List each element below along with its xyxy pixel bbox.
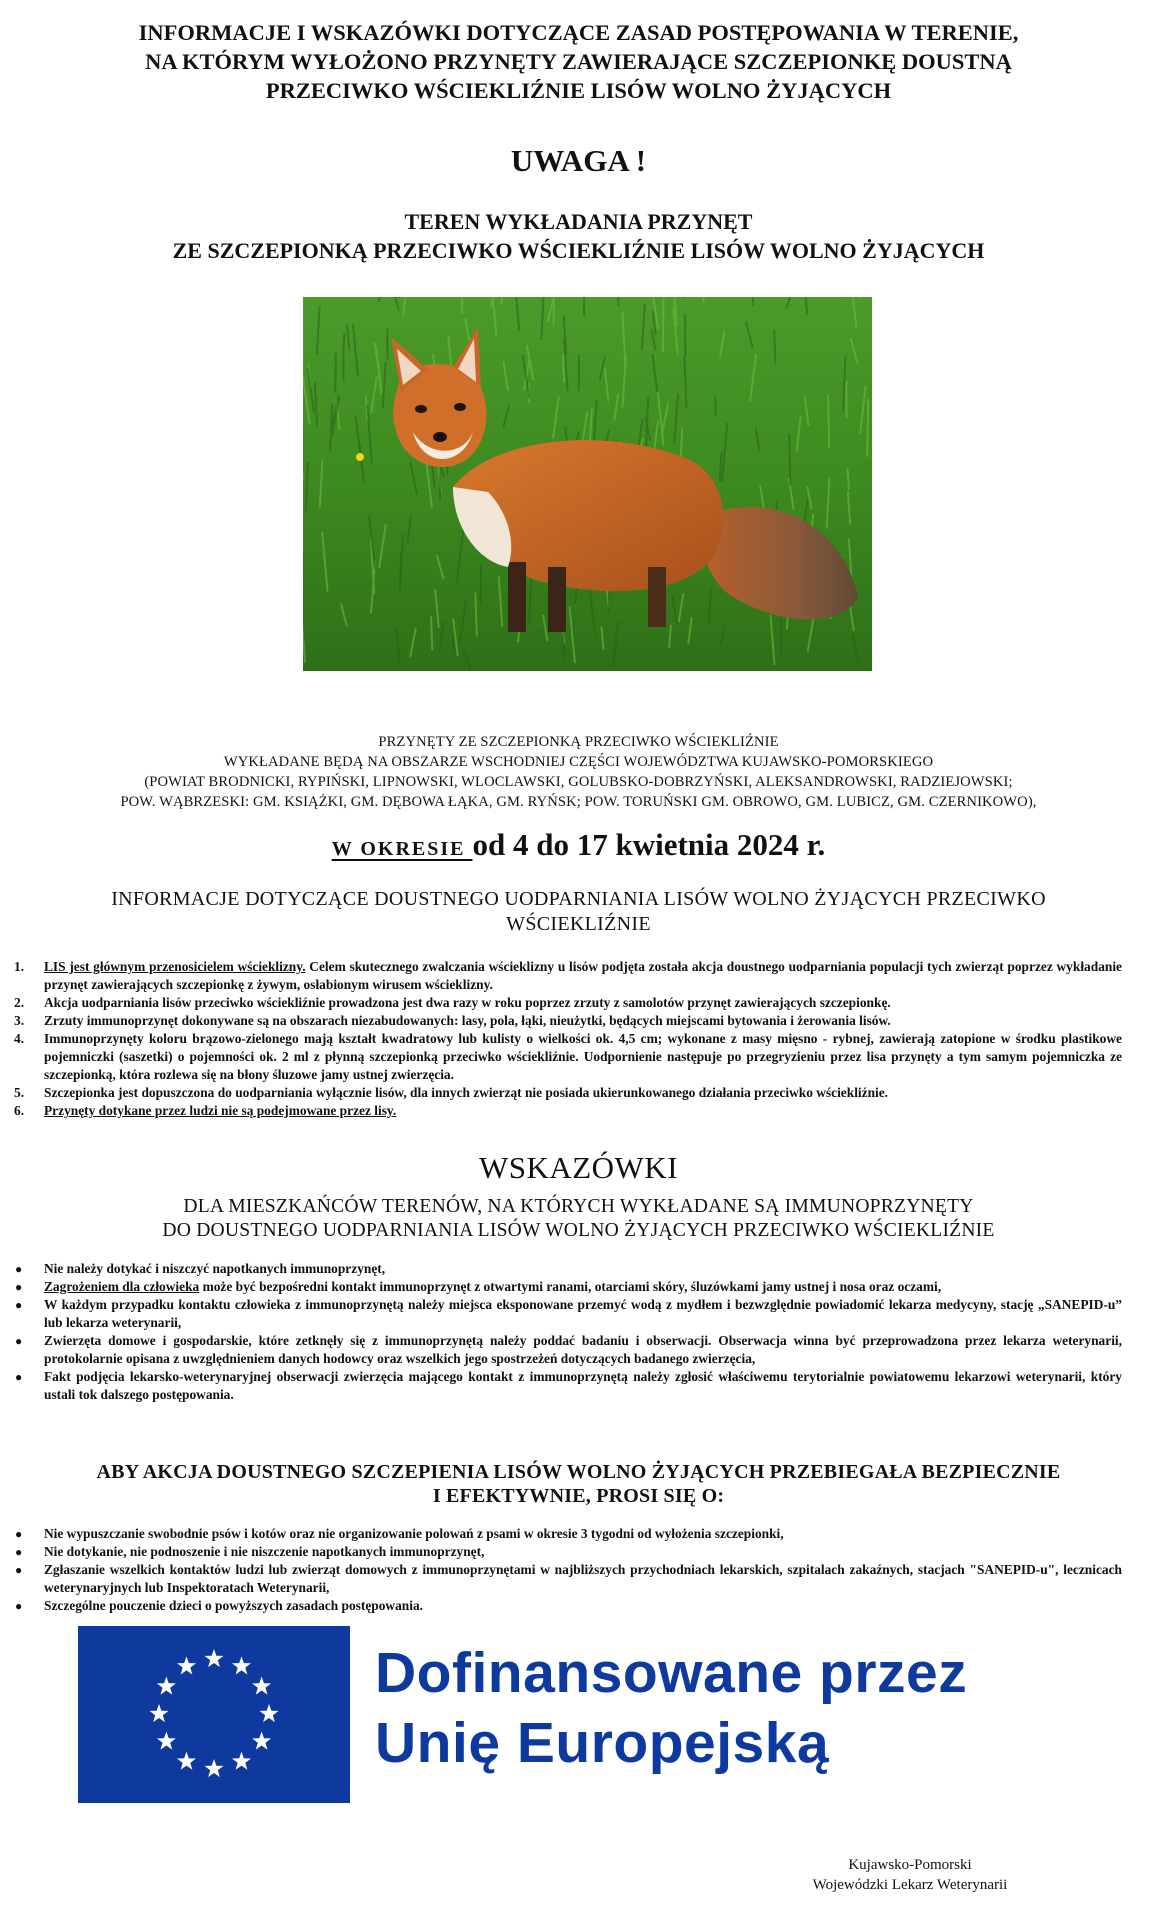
list-item: [12, 1597, 1122, 1615]
eu-star-icon: [252, 1732, 271, 1750]
heading-line-2: NA KTÓRYM WYŁOŻONO PRZYNĘTY ZAWIERAJĄCE SZCZEPIONKĘ DOUSTNĄ: [145, 49, 1012, 74]
signature-line-2: Wojewódzki Lekarz Weterynarii: [812, 1877, 1008, 1893]
bullet-icon: ●: [15, 1262, 23, 1276]
heading-line-1: INFORMACJE I WSKAZÓWKI DOTYCZĄCE ZASAD POSTĘPOWANIA W TERENIE,: [138, 20, 1019, 45]
heading-line-3: PRZECIWKO WŚCIEKLIŹNIE LISÓW WOLNO ŻYJĄCYCH: [265, 78, 892, 103]
item-text: Zrzuty immunoprzynęt dokonywane są na obszarach niezabudowanych: lasy, pola, łąki, nieużytki, będących miejscami bytowania i żerowania lisów.: [44, 1013, 891, 1028]
tips-list: [12, 1260, 1122, 1404]
item-number: 6.: [14, 1103, 25, 1118]
eu-star-icon: [177, 1656, 196, 1674]
area-info-line-1: PRZYNĘTY ZE SZCZEPIONKĄ PRZECIWKO WŚCIEKLIŹNIE: [378, 734, 779, 750]
bullet-icon: ●: [15, 1527, 23, 1541]
item-text: Szczepionka jest dopuszczona do uodparniania wyłącznie lisów, dla innych zwierząt nie posiada ukierunkowanego działania przeciwko wściekliźnie.: [44, 1085, 889, 1100]
eu-star-icon: [252, 1677, 271, 1695]
eu-star-icon: [177, 1752, 196, 1770]
bullet-icon: ●: [15, 1599, 23, 1613]
item-text: Szczególne pouczenie dzieci o powyższych zasadach postępowania.: [44, 1598, 423, 1613]
list-item: [12, 1030, 1122, 1084]
item-text: Immunoprzynęty koloru brązowo-zielonego mają kształt kwadratowy lub kulisty o wielkości ok. 4,5 cm; wykonane z masy mięsno - rybnej, zawierają zatopione w środku plastikowe pojemniczki (saszetki) o pojemności ok. 2 ml z płynną szczepionką przeciwko wściekliźnie. Uodpornienie następuje po przegryzieniu przez lisa przynęty a tym samym pojemniczka ze szczepionką, która rozlewa się na błony śluzowe jamy ustnej zwierzęcia.: [44, 1031, 1122, 1082]
item-number: 2.: [14, 995, 25, 1010]
info-title: [0, 887, 1157, 937]
list-item: [12, 958, 1122, 994]
area-title-line-2: ZE SZCZEPIONKĄ PRZECIWKO WŚCIEKLIŹNIE LISÓW WOLNO ŻYJĄCYCH: [172, 238, 985, 263]
list-item: [12, 1012, 1122, 1030]
eu-funding-line-2: Unię Europejską: [375, 1711, 830, 1775]
item-text: Nie należy dotykać i niszczyć napotkanych immunoprzynęt,: [44, 1261, 386, 1276]
request-title-line-2: I EFEKTYWNIE, PROSI SIĘ O:: [432, 1485, 725, 1507]
bullet-icon: ●: [15, 1370, 23, 1384]
area-info-line-4: POW. WĄBRZESKI: GM. KSIĄŻKI, GM. DĘBOWA ŁĄKA, GM. RYŃSK; POW. TORUŃSKI GM. OBROWO, GM. LUBICZ, GM. CZERNIKOWO),: [120, 794, 1037, 810]
list-item: [12, 1102, 1122, 1120]
info-title-line-2: WŚCIEKLIŹNIE: [506, 913, 651, 935]
item-text: Nie dotykanie, nie podnoszenie i nie niszczenie napotkanych immunoprzynęt,: [44, 1544, 485, 1559]
eu-funding-line-1: Dofinansowane przez: [375, 1641, 968, 1705]
eu-stars: [78, 1626, 350, 1803]
list-item: [12, 1260, 1122, 1278]
item-underlined: Zagrożeniem dla człowieka: [44, 1279, 200, 1294]
eu-star-icon: [232, 1752, 251, 1770]
item-text: Akcja uodparniania lisów przeciwko wściekliźnie prowadzona jest dwa razy w roku poprzez zrzuty z samolotów przynęt zawierających szczepionkę.: [44, 995, 891, 1010]
eu-star-icon: [149, 1704, 168, 1722]
bullet-icon: ●: [15, 1563, 23, 1577]
bullet-icon: ●: [15, 1280, 23, 1294]
list-item: [12, 1296, 1122, 1332]
item-text: W każdym przypadku kontaktu człowieka z immunoprzynętą należy miejsca eksponowane przemyć wodą z mydłem i bezwzględnie powiadomić lekarza medycyny, stację „SANEPID-u” lub lekarza weterynarii,: [44, 1297, 1122, 1330]
list-item: [12, 1368, 1122, 1404]
item-number: 5.: [14, 1085, 25, 1100]
bullet-icon: ●: [15, 1298, 23, 1312]
item-underlined: LIS jest głównym przenosicielem wścieklizny.: [44, 959, 306, 974]
info-list: [12, 958, 1122, 1120]
item-text: może być bezpośredni kontakt immunoprzynęt z otwartymi ranami, otarciami skóry, śluzówkami jamy ustnej i nosa oraz oczami,: [199, 1279, 942, 1294]
item-underlined: Przynęty dotykane przez ludzi nie są podejmowane przez lisy.: [44, 1103, 397, 1118]
eu-star-icon: [204, 1649, 223, 1667]
list-item: [12, 1543, 1122, 1561]
area-title-line-1: TEREN WYKŁADANIA PRZYNĘT: [404, 209, 753, 234]
signature: [780, 1855, 1040, 1895]
item-text: Celem skutecznego zwalczania wścieklizny u lisów podjęta została akcja doustnego uodparniania populacji tych zwierząt poprzez wykładanie przynęt zawierających szczepionkę z żywym, osłabionym wirusem wścieklizny.: [44, 959, 1122, 992]
list-item: [12, 1525, 1122, 1543]
item-text: Nie wypuszczanie swobodnie psów i kotów oraz nie organizowanie polowań z psami w okresie 3 tygodni od wyłożenia szczepionki,: [44, 1526, 784, 1541]
list-item: [12, 1332, 1122, 1368]
item-text: Fakt podjęcia lekarsko-weterynaryjnej obserwacji zwierzęcia mającego kontakt z immunoprzynętą należy zgłosić właściwemu terytorialnie powiatowemu lekarzowi weterynarii, który ustali tok dalszego postępowania.: [44, 1369, 1122, 1402]
document-heading: [0, 18, 1157, 105]
list-item: [12, 1084, 1122, 1102]
requests-list: [12, 1525, 1122, 1615]
eu-star-icon: [157, 1732, 176, 1750]
bullet-icon: ●: [15, 1334, 23, 1348]
info-title-line-1: INFORMACJE DOTYCZĄCE DOUSTNEGO UODPARNIANIA LISÓW WOLNO ŻYJĄCYCH PRZECIWKO: [111, 888, 1046, 910]
area-title: [0, 207, 1157, 265]
period: [0, 827, 1157, 863]
signature-line-1: Kujawsko-Pomorski: [848, 1857, 972, 1873]
eu-flag-icon: [78, 1626, 350, 1803]
list-item: [12, 1278, 1122, 1296]
eu-star-icon: [157, 1677, 176, 1695]
eu-funding-text: [375, 1638, 967, 1778]
tips-subtitle: [0, 1195, 1157, 1243]
warning-title: UWAGA !: [510, 143, 647, 178]
list-item: [12, 994, 1122, 1012]
item-text: Zwierzęta domowe i gospodarskie, które zetknęły się z immunoprzynętą należy poddać badaniu i obserwacji. Obserwacja winna być przeprowadzona przez lekarza weterynarii, protokolarnie opisana z uwzględnieniem danych hodowcy oraz wszelkich jego spostrzeżeń dotyczących badanego zwierzęcia,: [44, 1333, 1122, 1366]
eu-star-icon: [204, 1759, 223, 1777]
eu-star-icon: [259, 1704, 278, 1722]
fox-photo: [303, 297, 872, 671]
period-prefix: W OKRESIE: [331, 838, 473, 860]
area-info-line-2: WYKŁADANE BĘDĄ NA OBSZARZE WSCHODNIEJ CZĘŚCI WOJEWÓDZTWA KUJAWSKO-POMORSKIEGO: [223, 754, 934, 770]
item-text: Zgłaszanie wszelkich kontaktów ludzi lub zwierząt domowych z immunoprzynętami w najbliższych przychodniach lekarskich, szpitalach zakaźnych, stacjach "SANEPID-u", lecznicach weterynaryjnych lub Inspektoratach Weterynarii,: [44, 1562, 1122, 1595]
request-title-line-1: ABY AKCJA DOUSTNEGO SZCZEPIENIA LISÓW WOLNO ŻYJĄCYCH PRZEBIEGAŁA BEZPIECZNIE: [96, 1461, 1061, 1483]
eu-star-icon: [232, 1656, 251, 1674]
area-info: [0, 732, 1157, 812]
area-info-line-3: (POWIAT BRODNICKI, RYPIŃSKI, LIPNOWSKI, WLOCLAWSKI, GOLUBSKO-DOBRZYŃSKI, ALEKSANDROWSKI, RADZIEJOWSKI;: [144, 774, 1013, 790]
tips-subtitle-line-2: DO DOUSTNEGO UODPARNIANIA LISÓW WOLNO ŻYJĄCYCH PRZECIWKO WŚCIEKLIŹNIE: [162, 1220, 995, 1241]
request-title: [0, 1460, 1157, 1508]
bullet-icon: ●: [15, 1545, 23, 1559]
item-number: 3.: [14, 1013, 25, 1028]
tips-subtitle-line-1: DLA MIESZKAŃCÓW TERENÓW, NA KTÓRYCH WYKŁADANE SĄ IMMUNOPRZYNĘTY: [183, 1196, 974, 1217]
item-number: 1.: [14, 959, 25, 974]
item-number: 4.: [14, 1031, 25, 1046]
period-dates: od 4 do 17 kwietnia 2024 r.: [472, 827, 826, 862]
tips-title: WSKAZÓWKI: [478, 1150, 679, 1185]
list-item: [12, 1561, 1122, 1597]
